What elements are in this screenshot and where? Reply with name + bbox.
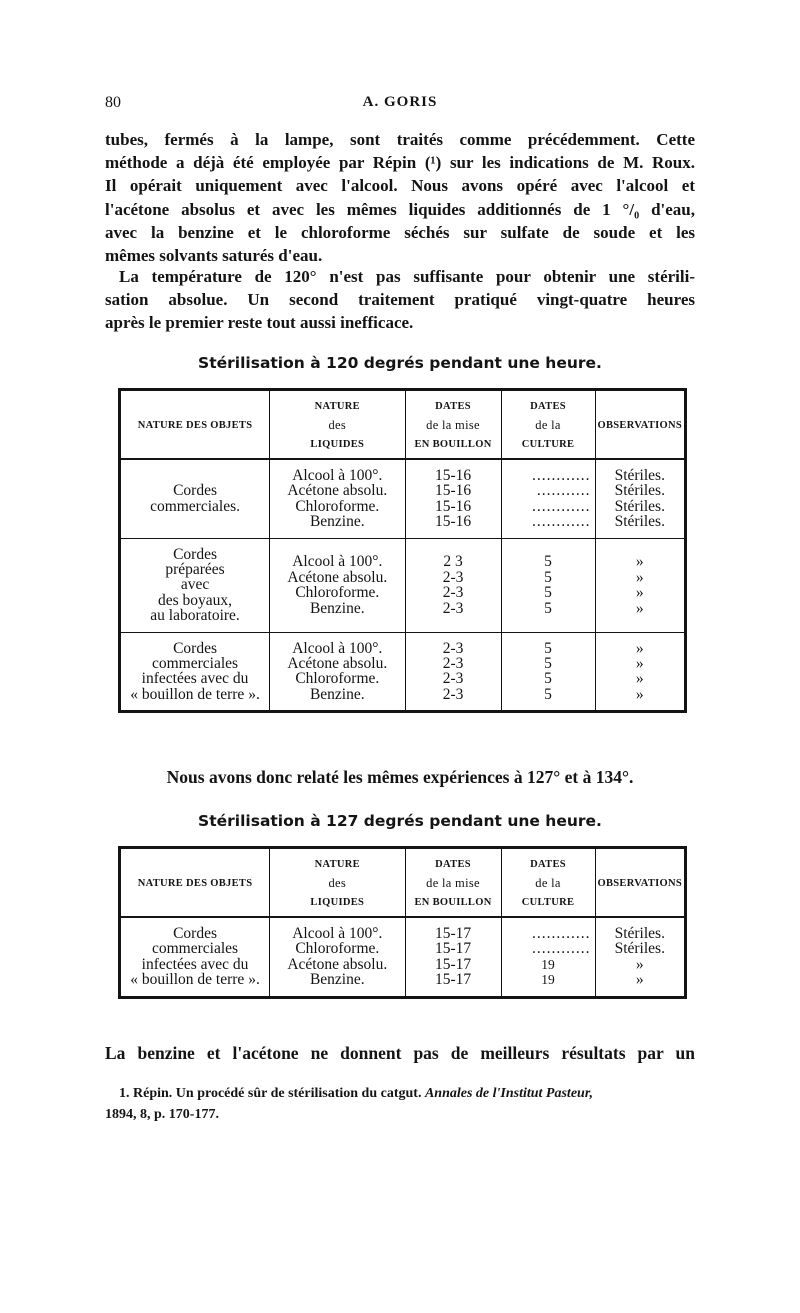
cell-line: » <box>635 670 644 688</box>
cell-line: Acétone absolu. <box>287 655 388 673</box>
cell-line: 5 <box>544 685 552 703</box>
cell-line: Benzine. <box>309 599 365 617</box>
text-line: méthode a déjà été employée par Répin (¹) sur les indications de M. Roux. <box>105 153 695 173</box>
cell-line: 15-17 <box>434 925 472 942</box>
header-line: EN BOUILLON <box>414 439 492 450</box>
cell-line: » <box>635 655 644 673</box>
cell-line: ............ <box>532 513 591 531</box>
table-row <box>121 917 684 996</box>
cell-observations <box>595 632 684 710</box>
footnote-journal: Annales de l'Institut Pasteur, <box>424 1086 594 1101</box>
cell-line: Stériles. <box>614 467 665 484</box>
text-line: La benzine et l'acétone ne donnent pas de meilleurs résultats par un <box>105 1043 695 1063</box>
cell-line: commerciales <box>152 655 239 673</box>
cell-line: 2-3 <box>442 584 464 602</box>
cell-line: 15-17 <box>434 940 472 958</box>
header-line: de la mise <box>426 876 480 890</box>
cell-line: Chloroforme. <box>295 584 380 602</box>
header-liquides <box>270 391 405 459</box>
cell-line: » <box>635 553 644 571</box>
table-header-row <box>121 849 684 917</box>
cell-line: 2 3 <box>443 553 463 571</box>
cell-line: 2-3 <box>442 670 464 688</box>
cell-line: ............ <box>532 497 591 515</box>
cell-line: infectées avec du <box>141 955 249 973</box>
table-1-caption: Stérilisation à 120 degrés pendant une heure. <box>198 354 602 372</box>
cell-culture <box>501 459 595 538</box>
text-line: sation absolue. Un second traitement pratiqué vingt-quatre heures <box>105 290 695 310</box>
paragraph-1 <box>105 128 695 267</box>
cell-line: » <box>635 685 644 703</box>
cell-objets <box>121 917 270 996</box>
header-line: de la <box>535 876 561 890</box>
cell-line: Acétone absolu. <box>287 955 388 973</box>
text-line: avec la benzine et le chloroforme séchés sur sulfate de soude et les <box>105 222 695 242</box>
cell-line: Stériles. <box>614 925 665 942</box>
cell-line: 5 <box>544 568 552 586</box>
cell-line: 5 <box>544 599 552 617</box>
cell-line: Chloroforme. <box>295 940 380 958</box>
header-observations: OBSERVATIONS <box>595 391 684 459</box>
cell-line: 15-16 <box>434 513 472 531</box>
cell-observations <box>595 917 684 996</box>
header-line: CULTURE <box>521 439 575 450</box>
cell-line: ........... <box>536 482 591 500</box>
cell-line: 2-3 <box>442 655 464 673</box>
cell-line: Acétone absolu. <box>287 568 388 586</box>
header-mise <box>405 849 501 917</box>
header-culture <box>501 391 595 459</box>
cell-line: Stériles. <box>614 513 665 531</box>
cell-line: « bouillon de terre ». <box>130 685 260 703</box>
cell-observations <box>595 538 684 632</box>
cell-line: 5 <box>544 639 552 657</box>
cell-line: » <box>635 971 644 989</box>
running-head <box>0 94 800 114</box>
cell-line: 2-3 <box>442 599 464 617</box>
header-line: NATURE <box>314 401 360 412</box>
text-line: Il opérait uniquement avec l'alcool. Nous avons opéré avec l'alcool et <box>105 176 695 196</box>
cell-liquides <box>270 917 405 996</box>
cell-line: Chloroforme. <box>295 670 380 688</box>
text-line: après le premier reste tout aussi inefficace. <box>105 313 414 333</box>
table-header-row <box>121 391 684 459</box>
cell-line: » <box>635 639 644 657</box>
cell-line: Alcool à 100°. <box>292 553 383 571</box>
cell-line: 5 <box>544 670 552 688</box>
header-culture <box>501 849 595 917</box>
cell-line: » <box>635 584 644 602</box>
paragraph-2 <box>105 265 695 335</box>
cell-line: 15-17 <box>434 955 472 973</box>
text-line: La température de 120° n'est pas suffisante pour obtenir une stérili- <box>119 267 695 286</box>
cell-line: commerciales <box>152 940 239 958</box>
table-row <box>121 459 684 538</box>
header-mise <box>405 391 501 459</box>
header-line: des <box>328 876 347 890</box>
cell-line: » <box>635 955 644 973</box>
table-1 <box>118 388 687 713</box>
footnote <box>105 1083 700 1125</box>
cell-line: 5 <box>544 655 552 673</box>
header-line: DATES <box>435 401 471 412</box>
header-objets: NATURE DES OBJETS <box>121 391 270 459</box>
text-line: l'acétone absolus et avec les mêmes liquides additionnés de 1 °/₀ d'eau, <box>105 199 695 219</box>
header-line: NATURE <box>314 859 360 870</box>
footnote-text: Un procédé sûr de stérilisation du catgut. <box>175 1086 422 1101</box>
header-line: de la <box>535 418 561 432</box>
cell-line: 19 <box>541 956 555 972</box>
cell-line: infectées avec du <box>141 670 249 688</box>
cell-line: 2-3 <box>442 685 464 703</box>
cell-line: Cordes <box>173 482 217 500</box>
header-line: EN BOUILLON <box>414 897 492 908</box>
cell-line: « bouillon de terre ». <box>130 971 260 989</box>
closing-line <box>105 1042 695 1065</box>
cell-line: 2-3 <box>442 568 464 586</box>
cell-line: Cordes <box>173 639 217 657</box>
cell-line: commerciales. <box>150 497 241 515</box>
cell-line: Alcool à 100°. <box>292 925 383 942</box>
table-2-caption: Stérilisation à 127 degrés pendant une heure. <box>198 812 602 830</box>
cell-line: » <box>635 599 644 617</box>
cell-line: Alcool à 100°. <box>292 467 383 484</box>
cell-objets <box>121 459 270 538</box>
header-line: de la mise <box>426 418 480 432</box>
text-line: tubes, fermés à la lampe, sont traités comme précédemment. Cette <box>105 130 695 149</box>
cell-liquides <box>270 459 405 538</box>
header-line: LIQUIDES <box>310 439 365 450</box>
header-line: DATES <box>435 859 471 870</box>
cell-line: » <box>635 568 644 586</box>
cell-line: 15-17 <box>434 971 472 989</box>
page-number: 80 <box>105 94 121 111</box>
cell-line: Cordes <box>173 545 217 563</box>
table-row <box>121 632 684 710</box>
cell-culture <box>501 917 595 996</box>
cell-line: avec <box>180 576 210 594</box>
cell-objets <box>121 538 270 632</box>
cell-line: 15-16 <box>434 497 472 515</box>
header-liquides <box>270 849 405 917</box>
cell-mise <box>405 538 501 632</box>
cell-line: 15-16 <box>434 467 472 484</box>
cell-mise <box>405 459 501 538</box>
cell-line: 15-16 <box>434 482 472 500</box>
cell-line: des boyaux, <box>158 591 233 609</box>
footnote-line-2: 1894, 8, p. 170-177. <box>105 1107 219 1122</box>
cell-line: Acétone absolu. <box>287 482 388 500</box>
cell-culture <box>501 632 595 710</box>
cell-objets <box>121 632 270 710</box>
table-2 <box>118 846 687 999</box>
footnote-marker: 1. <box>119 1086 130 1101</box>
header-observations: OBSERVATIONS <box>595 849 684 917</box>
header-line: DATES <box>530 401 566 412</box>
cell-mise <box>405 917 501 996</box>
cell-line: Benzine. <box>309 513 365 531</box>
mid-sentence: Nous avons donc relaté les mêmes expériences à 127° et à 134°. <box>166 767 634 787</box>
cell-line: 19 <box>541 972 555 988</box>
cell-line: ............ <box>532 925 591 942</box>
cell-line: 5 <box>544 584 552 602</box>
header-objets: NATURE DES OBJETS <box>121 849 270 917</box>
cell-line: Stériles. <box>614 497 665 515</box>
cell-line: Stériles. <box>614 482 665 500</box>
cell-line: au laboratoire. <box>150 607 240 625</box>
cell-line: ............ <box>532 940 591 958</box>
header-line: CULTURE <box>521 897 575 908</box>
running-title: A. GORIS <box>362 94 438 110</box>
cell-line: 2-3 <box>442 639 464 657</box>
cell-culture <box>501 538 595 632</box>
cell-observations <box>595 459 684 538</box>
cell-mise <box>405 632 501 710</box>
cell-line: Benzine. <box>309 971 365 989</box>
table-row <box>121 538 684 632</box>
cell-line: Alcool à 100°. <box>292 639 383 657</box>
cell-liquides <box>270 632 405 710</box>
cell-line: Chloroforme. <box>295 497 380 515</box>
cell-line: 5 <box>544 553 552 571</box>
header-line: DATES <box>530 859 566 870</box>
cell-line: Cordes <box>173 925 217 942</box>
cell-line: préparées <box>165 561 225 579</box>
cell-line: Stériles. <box>614 940 665 958</box>
cell-liquides <box>270 538 405 632</box>
text-line: mêmes solvants saturés d'eau. <box>105 246 323 266</box>
cell-line: ............ <box>532 467 591 484</box>
cell-line: Benzine. <box>309 685 365 703</box>
header-line: LIQUIDES <box>310 897 365 908</box>
header-line: des <box>328 418 347 432</box>
footnote-author: Répin. <box>133 1086 173 1101</box>
